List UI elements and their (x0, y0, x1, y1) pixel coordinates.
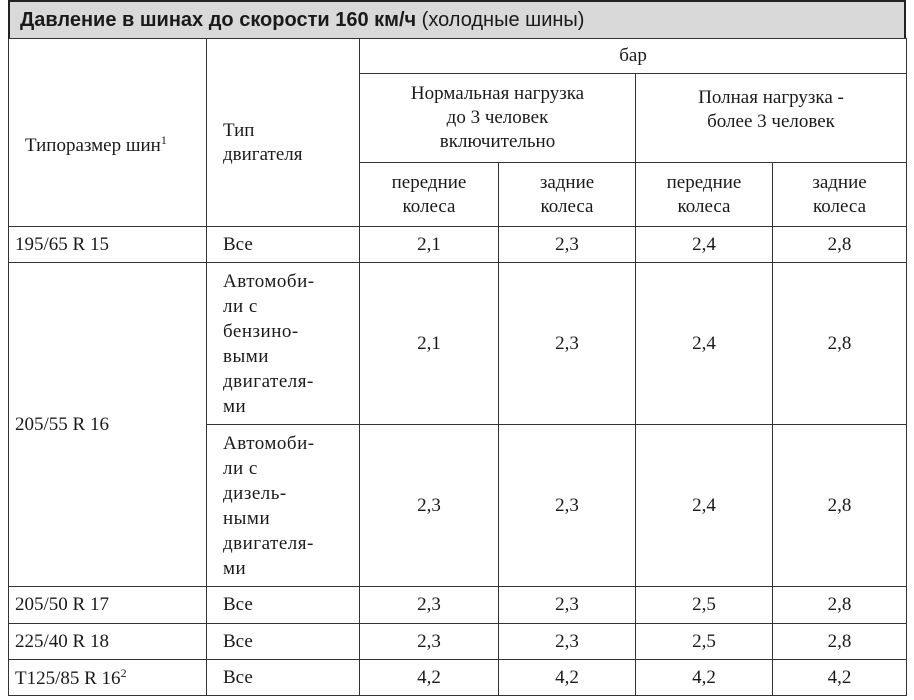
engine-line: ми (223, 395, 247, 417)
pressure-normal-front: 4,2 (360, 660, 499, 696)
tire-pressure-table (8, 38, 907, 696)
pressure-full-front: 2,4 (636, 227, 773, 263)
pressure-full-rear: 2,8 (773, 425, 907, 587)
header-front-line1: передние (391, 171, 467, 193)
tire-size-cell: 205/55 R 16 (9, 263, 207, 587)
table-title (8, 0, 906, 38)
engine-line: Автомоби- (223, 270, 315, 292)
header-tire-size (9, 39, 207, 227)
header-normal-front (360, 163, 499, 227)
engine-line: ми (223, 557, 247, 579)
engine-line: ными (223, 507, 271, 529)
header-full-load-line1: Полная нагрузка - (698, 87, 844, 108)
header-full-load-line2: более 3 человек (707, 111, 835, 132)
table-row (9, 624, 907, 660)
pressure-full-front: 2,5 (636, 624, 773, 660)
pressure-full-rear: 2,8 (773, 227, 907, 263)
pressure-normal-rear: 2,3 (499, 624, 636, 660)
engine-line: выми (223, 345, 269, 367)
header-front-line2: колеса (677, 195, 731, 217)
engine-cell-petrol (207, 263, 360, 425)
header-normal-load (360, 74, 636, 163)
header-full-rear (773, 163, 907, 227)
engine-line: двигателя- (223, 532, 314, 554)
table-row (9, 660, 907, 696)
pressure-full-rear: 2,8 (773, 624, 907, 660)
engine-line: бензино- (223, 320, 299, 342)
header-unit: бар (360, 39, 907, 74)
pressure-full-rear: 2,8 (773, 587, 907, 624)
tire-size-label: T125/85 R 16 (15, 667, 121, 689)
tire-size-cell: 195/65 R 15 (9, 227, 207, 263)
header-rear-line1: задние (812, 171, 867, 193)
footnote-mark-1: 1 (160, 132, 167, 147)
engine-line: дизель- (223, 482, 287, 504)
pressure-normal-front: 2,1 (360, 227, 499, 263)
pressure-normal-rear: 2,3 (499, 587, 636, 624)
table-row (9, 263, 907, 425)
engine-cell-diesel (207, 425, 360, 587)
header-engine-line2: двигателя (223, 143, 303, 165)
pressure-normal-rear: 2,3 (499, 263, 636, 425)
pressure-full-front: 2,4 (636, 425, 773, 587)
pressure-normal-front: 2,3 (360, 425, 499, 587)
engine-cell: Все (207, 587, 360, 624)
pressure-full-front: 2,4 (636, 263, 773, 425)
engine-line: ли с (223, 295, 258, 317)
footnote-mark-2: 2 (120, 665, 127, 680)
header-normal-load-line3: включительно (439, 131, 556, 152)
header-rear-line2: колеса (813, 195, 867, 217)
engine-line: двигателя- (223, 370, 314, 392)
engine-cell: Все (207, 227, 360, 263)
header-normal-rear (499, 163, 636, 227)
header-normal-load-line1: Нормальная нагрузка (410, 83, 585, 104)
header-front-line1: передние (666, 171, 742, 193)
pressure-normal-front: 2,3 (360, 587, 499, 624)
header-full-front (636, 163, 773, 227)
header-normal-load-line2: до 3 человек (446, 107, 549, 128)
pressure-normal-front: 2,3 (360, 624, 499, 660)
tire-size-cell: 205/50 R 17 (9, 587, 207, 624)
header-engine-line1: Тип (223, 119, 255, 141)
header-engine-type (207, 39, 360, 227)
engine-cell: Все (207, 660, 360, 696)
pressure-full-rear: 4,2 (773, 660, 907, 696)
pressure-full-front: 4,2 (636, 660, 773, 696)
title-note: (холодные шины) (416, 9, 585, 31)
tire-size-cell (9, 660, 207, 696)
engine-cell: Все (207, 624, 360, 660)
header-front-line2: колеса (402, 195, 456, 217)
header-row-unit (9, 39, 907, 74)
pressure-full-front: 2,5 (636, 587, 773, 624)
header-rear-line1: задние (539, 171, 595, 193)
tire-size-cell: 225/40 R 18 (9, 624, 207, 660)
pressure-normal-rear: 2,3 (499, 425, 636, 587)
title-main: Давление в шинах до скорости 160 км/ч (20, 9, 417, 31)
header-tire-size-label: Типоразмер шин (25, 134, 161, 156)
table-row (9, 227, 907, 263)
pressure-normal-front: 2,1 (360, 263, 499, 425)
header-full-load (636, 74, 907, 163)
pressure-full-rear: 2,8 (773, 263, 907, 425)
engine-line: ли с (223, 457, 258, 479)
pressure-normal-rear: 2,3 (499, 227, 636, 263)
pressure-normal-rear: 4,2 (499, 660, 636, 696)
engine-line: Автомоби- (223, 432, 315, 454)
header-rear-line2: колеса (540, 195, 594, 217)
table-row (9, 587, 907, 624)
